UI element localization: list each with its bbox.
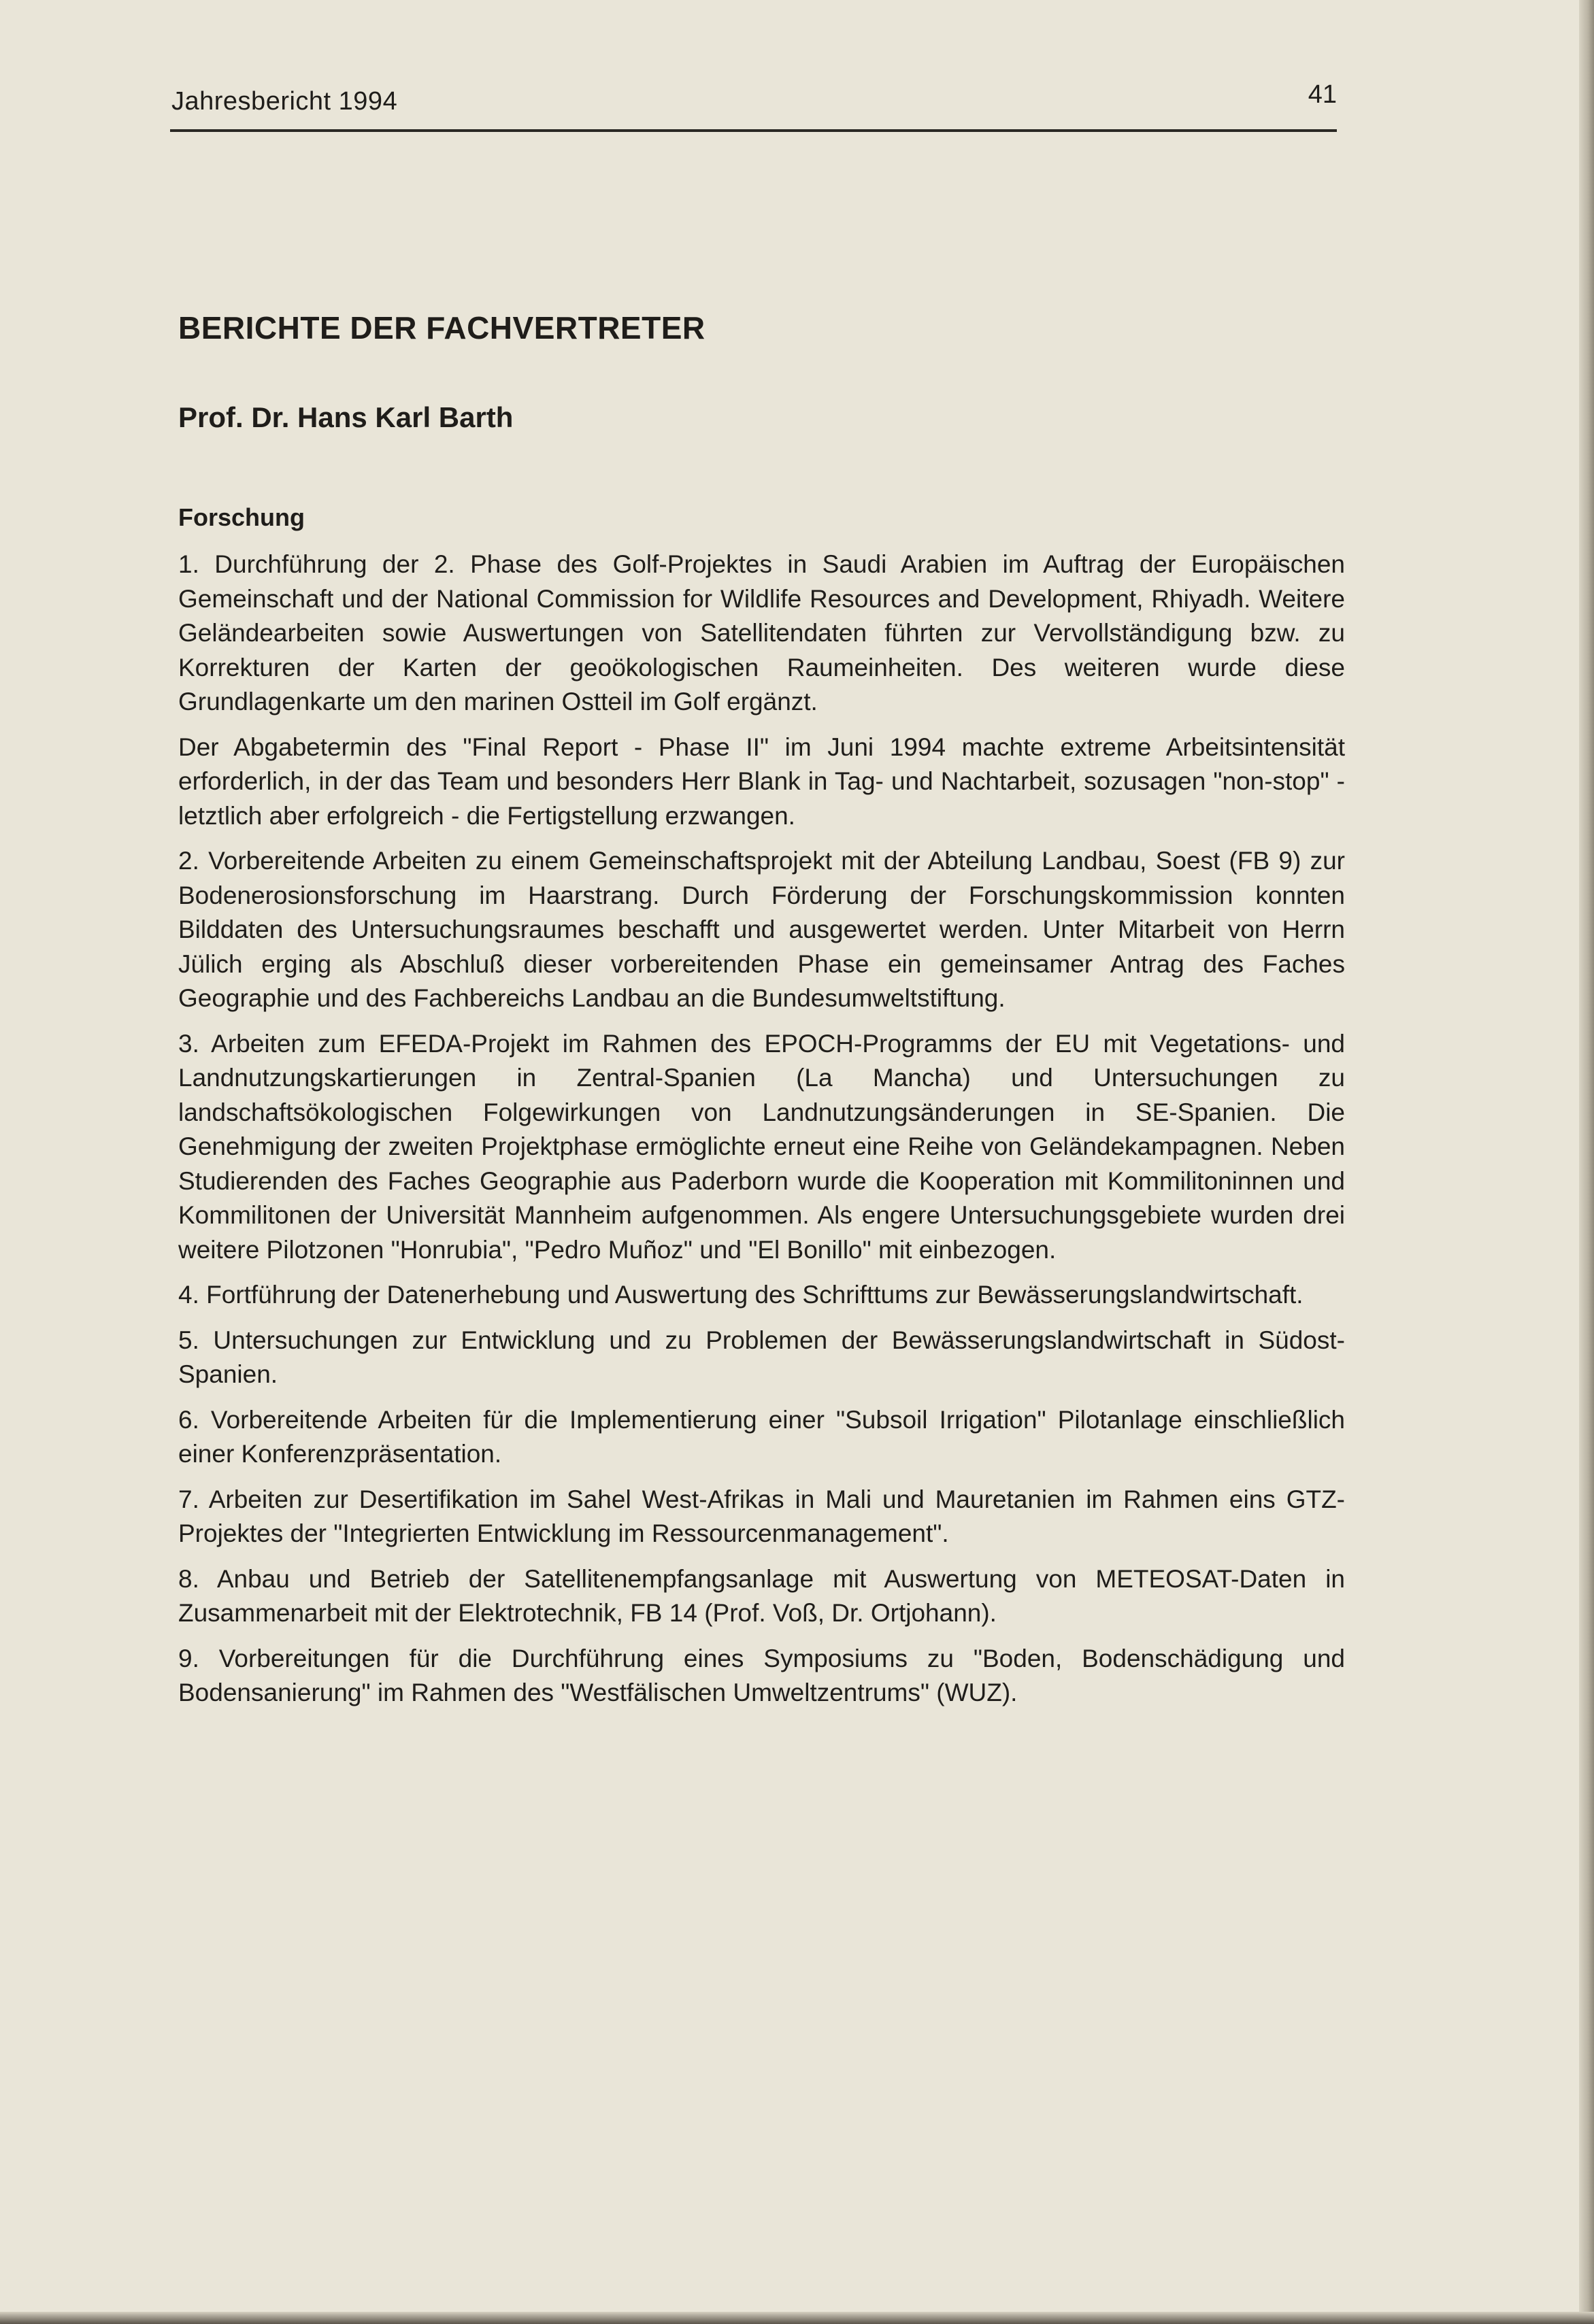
paragraph-6: 6. Vorbereitende Arbeiten für die Implementierung einer "Subsoil Irrigation" Pilotanlage einschließlich einer Konferenzpräsentation.: [178, 1405, 1345, 1468]
page-number: 41: [1308, 80, 1337, 109]
paragraph-5: 5. Untersuchungen zur Entwicklung und zu Problemen der Bewässerungslandwirtschaft in Südost-Spanien.: [178, 1326, 1345, 1388]
paragraph-1: 1. Durchführung der 2. Phase des Golf-Projektes in Saudi Arabien im Auftrag der Europäischen Gemeinschaft und der National Commission for Wildlife Resources and Development, Rhiyadh. Weitere Geländearbeiten sowie Auswertungen von Satellitendaten führten zur Vervollständigung bzw. zu Korrekturen der Karten der geoökologischen Raumeinheiten. Des weiteren wurde diese Grundlagenkarte um den marinen Ostteil im Golf ergänzt.: [178, 550, 1345, 715]
paragraph-1-continued: Der Abgabetermin des "Final Report - Phase II" im Juni 1994 machte extreme Arbeitsintensität erforderlich, in der das Team und besonders Herr Blank in Tag- und Nachtarbeit, sozusagen "non-stop" - letztlich aber erfolgreich - die Fertigstellung erzwangen.: [178, 732, 1345, 830]
page-edge: [1579, 0, 1594, 2324]
paragraph-4: 4. Fortführung der Datenerhebung und Auswertung des Schrifttums zur Bewässerungslandwirtschaft.: [178, 1281, 1304, 1309]
paragraph-9: 9. Vorbereitungen für die Durchführung eines Symposiums zu "Boden, Bodenschädigung und Bodensanierung" im Rahmen des "Westfälischen Umweltzentrums" (WUZ).: [178, 1644, 1345, 1706]
paragraph-8: 8. Anbau und Betrieb der Satellitenempfangsanlage mit Auswertung von METEOSAT-Daten in Zusammenarbeit mit der Elektrotechnik, FB 14 (Prof. Voß, Dr. Ortjohann).: [178, 1564, 1345, 1627]
paragraph-2: 2. Vorbereitende Arbeiten zu einem Gemeinschaftsprojekt mit der Abteilung Landbau, Soest (FB 9) zur Bodenerosionsforschung im Haarstrang. Durch Förderung der Forschungskommission konnten Bilddaten des Untersuchungsraumes beschafft und ausgewertet werden. Unter Mitarbeit von Herrn Jülich erging als Abschluß dieser vorbereitenden Phase ein gemeinsamer Antrag des Faches Geographie und des Fachbereichs Landbau an die Bundesumweltstiftung.: [178, 847, 1345, 1012]
paragraph-3: 3. Arbeiten zum EFEDA-Projekt im Rahmen des EPOCH-Programms der EU mit Vegetations- und Landnutzungskartierungen in Zentral-Spanien (La Mancha) und Untersuchungen zu landschaftsökologischen Folgewirkungen von Landnutzungsänderungen in SE-Spanien. Die Genehmigung der zweiten Projektphase ermöglichte erneut eine Reihe von Geländekampagnen. Neben Studierenden des Faches Geographie aus Paderborn wurde die Kooperation mit Kommilitoninnen und Kommilitonen der Universität Mannheim aufgenommen. Als engere Untersuchungsgebiete wurden drei weitere Pilotzonen "Honrubia", "Pedro Muñoz" und "El Bonillo" mit einbezogen.: [178, 1029, 1345, 1264]
author-name: Prof. Dr. Hans Karl Barth: [178, 401, 514, 433]
paragraph-7: 7. Arbeiten zur Desertifikation im Sahel West-Afrikas in Mali und Mauretanien im Rahmen eins GTZ-Projektes der "Integrierten Entwicklung im Ressourcenmanagement".: [178, 1485, 1345, 1547]
section-title: BERICHTE DER FACHVERTRETER: [178, 310, 705, 346]
bottom-edge: [0, 2312, 1594, 2324]
body-text: [178, 548, 1345, 1721]
running-title: Jahresbericht 1994: [171, 87, 398, 116]
running-head: [170, 80, 1337, 132]
subheading-forschung: Forschung: [178, 503, 305, 531]
